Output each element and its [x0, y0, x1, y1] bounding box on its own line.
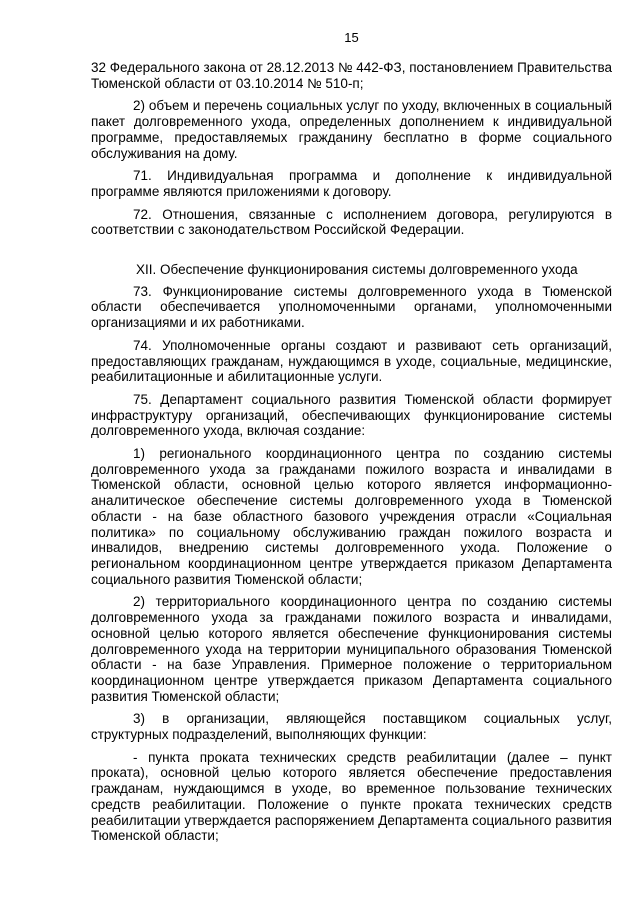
- paragraph-item-2: 2) объем и перечень социальных услуг по уходу, включенных в социальный пакет долговременного ухода, определенных дополнением к индивидуальной программе, предоставляемых гражданину бесплатно в форме социального обслуживания на дому.: [91, 98, 612, 161]
- paragraph-74: 74. Уполномоченные органы создают и развивают сеть организаций, предоставляющих гражданам, нуждающимся в уходе, социальные, медицинские, реабилитационные и абилитационные услуги.: [91, 337, 612, 385]
- paragraph-73: 73. Функционирование системы долговременного ухода в Тюменской области обеспечивается уполномоченными органами, уполномоченными организациями и их работниками.: [91, 283, 612, 331]
- paragraph-continuation: 32 Федерального закона от 28.12.2013 № 442-ФЗ, постановлением Правительства Тюменской области от 03.10.2014 № 510-п;: [91, 60, 612, 91]
- paragraph-75-item-1: 1) регионального координационного центра по созданию системы долговременного ухода за гражданами пожилого возраста и инвалидами в Тюменской области, основной целью которого является информационно-аналитическое обеспечение системы долговременного ухода в Тюменской области - на базе областного базового учреждения отрасли «Социальная политика» по социальному обслуживанию граждан пожилого возраста и инвалидов, внедрению системы долговременного ухода. Положение о региональном координационном центре утверждается приказом Департамента социального развития Тюменской области;: [91, 446, 612, 587]
- paragraph-71: 71. Индивидуальная программа и дополнение к индивидуальной программе являются приложениями к договору.: [91, 168, 612, 199]
- paragraph-75-item-2: 2) территориального координационного центра по созданию системы долговременного ухода за гражданами пожилого возраста и инвалидами, основной целью которого является обеспечение функционирования системы долговременного ухода на территории муниципального образования Тюменской области - на базе Управления. Примерное положение о территориальном координационном центре утверждается приказом Департамента социального развития Тюменской области;: [91, 594, 612, 704]
- paragraph-72: 72. Отношения, связанные с исполнением договора, регулируются в соответствии с законодательством Российской Федерации.: [91, 206, 612, 238]
- paragraph-75: 75. Департамент социального развития Тюменской области формирует инфраструктуру организаций, обеспечивающих функционирование системы долговременного ухода, включая создание:: [91, 391, 612, 439]
- page-number: 15: [344, 30, 359, 45]
- paragraph-75-item-3-rental: - пункта проката технических средств реабилитации (далее – пункт проката), основной целью которого является обеспечение предоставления гражданам, нуждающимся в уходе, во временное пользование технических средств реабилитации. Положение о пункте проката технических средств реабилитации утверждается распоряжением Департамента социального развития Тюменской области;: [91, 749, 612, 844]
- paragraph-75-item-3: 3) в организации, являющейся поставщиком социальных услуг, структурных подразделений, выполняющих функции:: [91, 711, 612, 743]
- section-title: XII. Обеспечение функционирования системы долговременного ухода: [136, 262, 578, 278]
